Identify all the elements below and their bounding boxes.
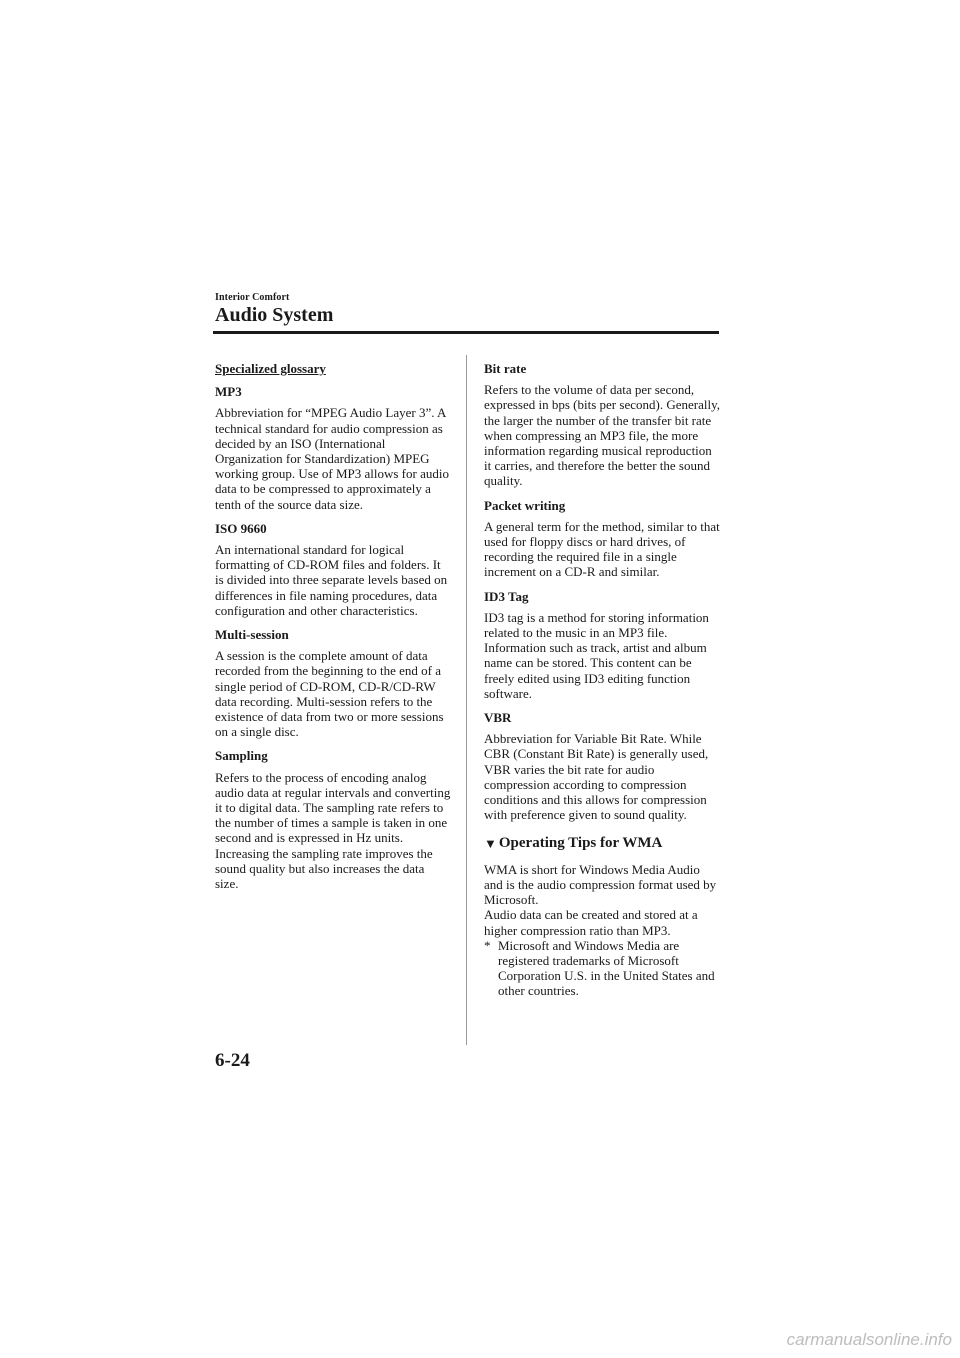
glossary-term-iso9660: ISO 9660 <box>215 520 267 536</box>
glossary-term-bitrate: Bit rate <box>484 361 527 376</box>
glossary-def-vbr: Abbreviation for Variable Bit Rate. While CBR (Constant Bit Rate) is generally used, VBR varies the bit rate for audio compression according to compression conditions and this allows for compression with preference given to sound quality. <box>484 731 709 823</box>
glossary-def-packet-writing: A general term for the method, similar to that used for floppy discs or hard drives, of recording the required file in a single increment on a CD-R and similar. <box>484 518 720 580</box>
triangle-down-icon: ▼ <box>484 836 497 852</box>
column-divider <box>466 355 467 1045</box>
page-number: 6-24 <box>215 1050 250 1071</box>
glossary-heading: Specialized glossary <box>215 361 326 376</box>
watermark: carmanualsonline.info <box>786 1330 952 1349</box>
glossary-term-mp3: MP3 <box>215 384 242 400</box>
wma-paragraph-2: Audio data can be created and stored at a higher compression ratio than MP3. <box>484 907 698 938</box>
left-column <box>215 361 451 900</box>
glossary-term-multisession: Multi-session <box>215 627 289 643</box>
glossary-def-id3: ID3 tag is a method for storing information related to the music in an MP3 file. Information such as track, artist and album name can be stored. This content can be freely edited using ID3 editing function software. <box>484 609 709 701</box>
footnote-mark: * <box>484 937 491 953</box>
subsection-heading <box>484 836 720 851</box>
glossary-def-bitrate: Refers to the volume of data per second, expressed in bps (bits per second). Generally, the larger the number of the transfer bit rate when compressing an MP3 file, the more information regarding musical reproduction it carries, and therefore the better the sound quality. <box>484 382 720 489</box>
section-label: Interior Comfort <box>215 292 290 303</box>
footnote-text: Microsoft and Windows Media are registered trademarks of Microsoft Corporation U.S. in the United States and other countries. <box>498 937 715 999</box>
trademark-note <box>484 938 720 999</box>
wma-paragraph-1: WMA is short for Windows Media Audio and is the audio compression format used by Microsoft. <box>484 861 717 908</box>
glossary-term-id3: ID3 Tag <box>484 588 529 604</box>
glossary-def-multisession: A session is the complete amount of data recorded from the beginning to the end of a single period of CD-ROM, CD-R/CD-RW data recording. Multi-session refers to the existence of data from two or more sessions on a single disc. <box>215 648 444 740</box>
glossary-def-iso9660: An international standard for logical formatting of CD-ROM files and folders. It is divided into three separate levels based on differences in file naming procedures, data configuration and other characteristics. <box>215 542 448 618</box>
glossary-def-sampling: Refers to the process of encoding analog audio data at regular intervals and converting it to digital data. The sampling rate refers to the number of times a sample is taken in one second and is expressed in Hz units. Increasing the sampling rate improves the sound quality but also increases the data size. <box>215 769 451 892</box>
glossary-term-packet-writing: Packet writing <box>484 497 566 513</box>
glossary-def-mp3: Abbreviation for “MPEG Audio Layer 3”. A technical standard for audio compression as decided by an ISO (International Organization for Standardization) MPEG working group. Use of MP3 allows for audio data to be compressed to approximately a tenth of the source data size. <box>215 405 449 512</box>
section-title: Audio System <box>215 304 334 326</box>
glossary-term-sampling: Sampling <box>215 748 268 764</box>
subsection-title: Operating Tips for WMA <box>498 835 663 852</box>
right-column <box>484 361 720 999</box>
header-rule <box>213 331 719 334</box>
glossary-term-vbr: VBR <box>484 710 512 726</box>
